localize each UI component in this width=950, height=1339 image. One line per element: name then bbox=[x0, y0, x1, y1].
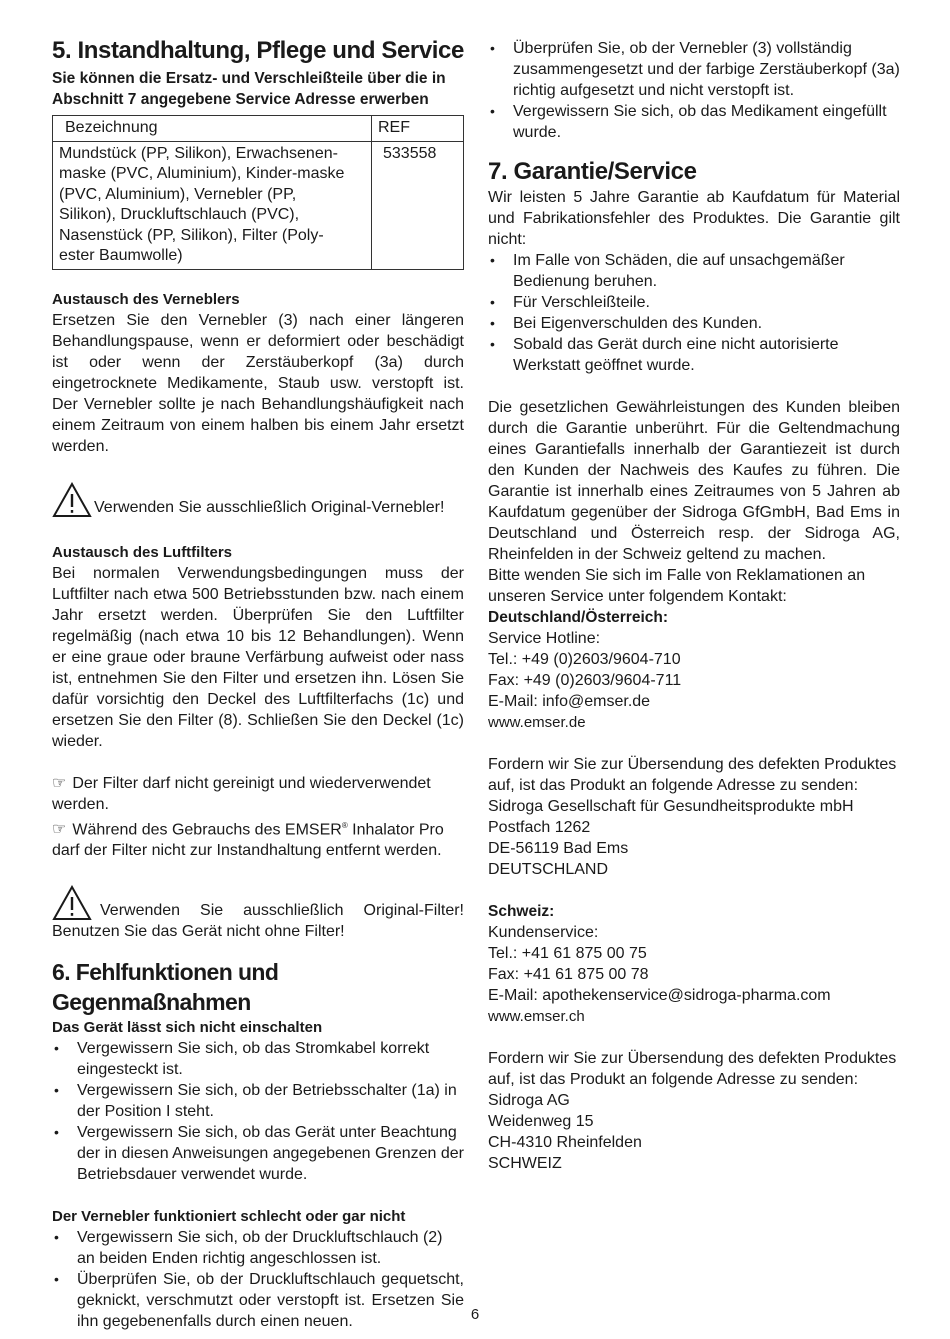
list-item: • Überprüfen Sie, ob der Druckluftschlauch gequetscht, geknickt, verschmutzt oder verstopft ist. Ersetzen Sie ihn gegebenenfalls durch einen neuen. bbox=[52, 1269, 464, 1332]
group1-list bbox=[52, 1038, 464, 1185]
note-filter-cleaning-text: Der Filter darf nicht gereinigt und wiederverwendet werden. bbox=[52, 774, 431, 813]
de-address-line: Postfach 1262 bbox=[488, 819, 591, 836]
list-item: • Überprüfen Sie, ob der Vernebler (3) vollständig zusammengesetzt und der farbige Zerstäuberkopf (3a) richtig aufgesetzt und nicht verstopft ist. bbox=[488, 38, 900, 101]
de-phone: Tel.: +49 (0)2603/9604-710 bbox=[488, 651, 681, 668]
page-number: 6 bbox=[470, 1306, 480, 1323]
section7-title: 7. Garantie/Service bbox=[488, 158, 697, 185]
pointing-hand-icon: ☞ bbox=[52, 820, 67, 838]
de-website: www.emser.de bbox=[488, 714, 586, 731]
de-return-text: Fordern wir Sie zur Übersendung des defekten Produktes auf, ist das Produkt an folgende Adresse zu senden: bbox=[488, 756, 897, 794]
parts-cell-description: Mundstück (PP, Silikon), Erwachsenen-maske (PVC, Aluminium), Kinder-maske (PVC, Aluminium), Vernebler (PP, Silikon), Druckluftschlauch (PVC), Nasenstück (PP, Silikon), Filter (Poly-ester Baumwolle) bbox=[53, 141, 372, 269]
parts-header-name: Bezeichnung bbox=[53, 116, 372, 142]
warning-triangle-icon bbox=[52, 885, 92, 921]
left-column bbox=[52, 0, 464, 1332]
list-item: • Vergewissern Sie sich, ob das Gerät unter Beachtung der in diesen Anweisungen angegebenen Grenzen der Betriebsdauer verwendet wurde. bbox=[52, 1122, 464, 1185]
ch-address-line: CH-4310 Rheinfelden bbox=[488, 1134, 642, 1151]
warning-filter-text-a: Verwenden Sie ausschließlich Original-Filter! bbox=[100, 901, 464, 919]
list-item: • Bei Eigenverschulden des Kunden. bbox=[488, 313, 900, 334]
ch-return-text: Fordern wir Sie zur Übersendung des defekten Produktes auf, ist das Produkt an folgende Adresse zu senden: bbox=[488, 1050, 897, 1088]
list-item: • Für Verschleißteile. bbox=[488, 292, 900, 313]
list-item: • Vergewissern Sie sich, ob das Medikament eingefüllt wurde. bbox=[488, 101, 900, 143]
ch-address-line: Weidenweg 15 bbox=[488, 1113, 594, 1130]
note-filter-removal-text-b: Inhalator Pro darf der Filter nicht zur Instandhaltung entfernt werden. bbox=[52, 820, 444, 859]
list-item: • Vergewissern Sie sich, ob das Stromkabel korrekt eingesteckt ist. bbox=[52, 1038, 464, 1080]
parts-cell-ref: 533558 bbox=[372, 141, 464, 269]
ch-website: www.emser.ch bbox=[488, 1008, 585, 1025]
filter-text: Bei normalen Verwendungsbedingungen muss der Luftfilter nach etwa 500 Betriebsstunden bzw. nach einem Jahr ersetzt werden. Überprüfen Sie den Luftfilter regelmäßig (nach etwa 10 bis 12 Behandlungen). Wenn er eine graue oder braune Verfärbung aufweist oder nass ist, entnehmen Sie den Filter und ersetzen ihn. Lösen Sie dafür vorsichtig den Deckel des Luftfilterfachs (1c) und ersetzen Sie den Filter (8). Schließen Sie den Deckel (1c) wieder. bbox=[52, 564, 464, 750]
ch-address-line: Sidroga AG bbox=[488, 1092, 570, 1109]
de-address-line: Sidroga Gesellschaft für Gesundheitsprodukte mbH bbox=[488, 798, 854, 815]
warning-filter bbox=[52, 885, 464, 942]
continued-list bbox=[488, 38, 900, 143]
list-item: • Im Falle von Schäden, die auf unsachgemäßer Bedienung beruhen. bbox=[488, 250, 900, 292]
section7-intro: Wir leisten 5 Jahre Garantie ab Kaufdatum für Material und Fabrikationsfehler des Produktes. Die Garantie gilt nicht: bbox=[488, 189, 900, 248]
parts-header-ref: REF bbox=[372, 116, 464, 142]
list-item: • Sobald das Gerät durch eine nicht autorisierte Werkstatt geöffnet wurde. bbox=[488, 334, 900, 376]
vernebler-heading: Austausch des Verneblers bbox=[52, 290, 240, 308]
ch-fax: Fax: +41 61 875 00 78 bbox=[488, 966, 649, 983]
ch-line: Kundenservice: bbox=[488, 924, 599, 941]
ch-email: E-Mail: apothekenservice@sidroga-pharma.com bbox=[488, 987, 831, 1004]
vernebler-text: Ersetzen Sie den Vernebler (3) nach einer längeren Behandlungspause, wenn er deformiert oder beschädigt ist oder wenn der Zerstäuberkopf (3a) durch eingetrocknete Medikamente, Staub usw. verstopft ist. Der Vernebler sollte je nach Behandlungshäufigkeit nach einem Zeitraum von einem halben bis einem Jahr ersetzt werden. bbox=[52, 311, 464, 455]
section5-title: 5. Instandhaltung, Pflege und Service bbox=[52, 37, 464, 64]
de-heading: Deutschland/Österreich: bbox=[488, 609, 669, 626]
right-column bbox=[488, 0, 900, 1174]
de-address-line: DEUTSCHLAND bbox=[488, 861, 609, 878]
parts-table-header bbox=[53, 116, 464, 142]
warning-filter-text-b: Benutzen Sie das Gerät nicht ohne Filter! bbox=[52, 922, 345, 940]
warning-triangle-icon bbox=[52, 482, 92, 518]
list-item: • Vergewissern Sie sich, ob der Betriebsschalter (1a) in der Position I steht. bbox=[52, 1080, 464, 1122]
table-row bbox=[53, 141, 464, 269]
ch-address-line: SCHWEIZ bbox=[488, 1155, 562, 1172]
pointing-hand-icon: ☞ bbox=[52, 774, 67, 792]
registered-mark: ® bbox=[341, 820, 348, 830]
de-line: Service Hotline: bbox=[488, 630, 601, 647]
group2-heading: Der Vernebler funktioniert schlecht oder gar nicht bbox=[52, 1207, 406, 1225]
ch-heading: Schweiz: bbox=[488, 903, 555, 920]
de-email: E-Mail: info@emser.de bbox=[488, 693, 651, 710]
list-item: • Vergewissern Sie sich, ob der Druckluftschlauch (2) an beiden Enden richtig angeschlossen ist. bbox=[52, 1227, 464, 1269]
filter-heading: Austausch des Luftfilters bbox=[52, 543, 233, 561]
contact-intro: Bitte wenden Sie sich im Falle von Reklamationen an unseren Service unter folgendem Kontakt: bbox=[488, 567, 866, 605]
note-filter-removal-text-a: Während des Gebrauchs des EMSER bbox=[72, 820, 342, 838]
parts-table bbox=[52, 115, 464, 270]
ch-phone: Tel.: +41 61 875 00 75 bbox=[488, 945, 647, 962]
note-filter-cleaning bbox=[52, 773, 464, 815]
de-address-line: DE-56119 Bad Ems bbox=[488, 840, 629, 857]
note-filter-removal bbox=[52, 815, 464, 861]
warning-vernebler bbox=[52, 482, 464, 518]
section6-title: 6. Fehlfunktionen und Gegenmaßnahmen bbox=[52, 958, 279, 1015]
legal-text: Die gesetzlichen Gewährleistungen des Kunden bleiben durch die Garantie unberührt. Für die Geltendmachung eines Garantiefalls innerhalb der Garantiezeit ist durch den Kunden der Nachweis des Kaufes zu führen. Die Garantie ist innerhalb eines Zeitraumes von 5 Jahren ab Kaufdatum gegenüber der Sidroga GfGmbH, Bad Ems in Deutschland und Österreich resp. der Sidroga AG, Rheinfelden in der Schweiz geltend zu machen. bbox=[488, 399, 900, 563]
group1-heading: Das Gerät lässt sich nicht einschalten bbox=[52, 1018, 323, 1036]
exclusions-list bbox=[488, 250, 900, 376]
warning-vernebler-text: Verwenden Sie ausschließlich Original-Vernebler! bbox=[94, 498, 445, 516]
de-fax: Fax: +49 (0)2603/9604-711 bbox=[488, 672, 682, 689]
section5-intro: Sie können die Ersatz- und Verschleißteile über die in Abschnitt 7 angegebene Service Adresse erwerben bbox=[52, 70, 446, 108]
